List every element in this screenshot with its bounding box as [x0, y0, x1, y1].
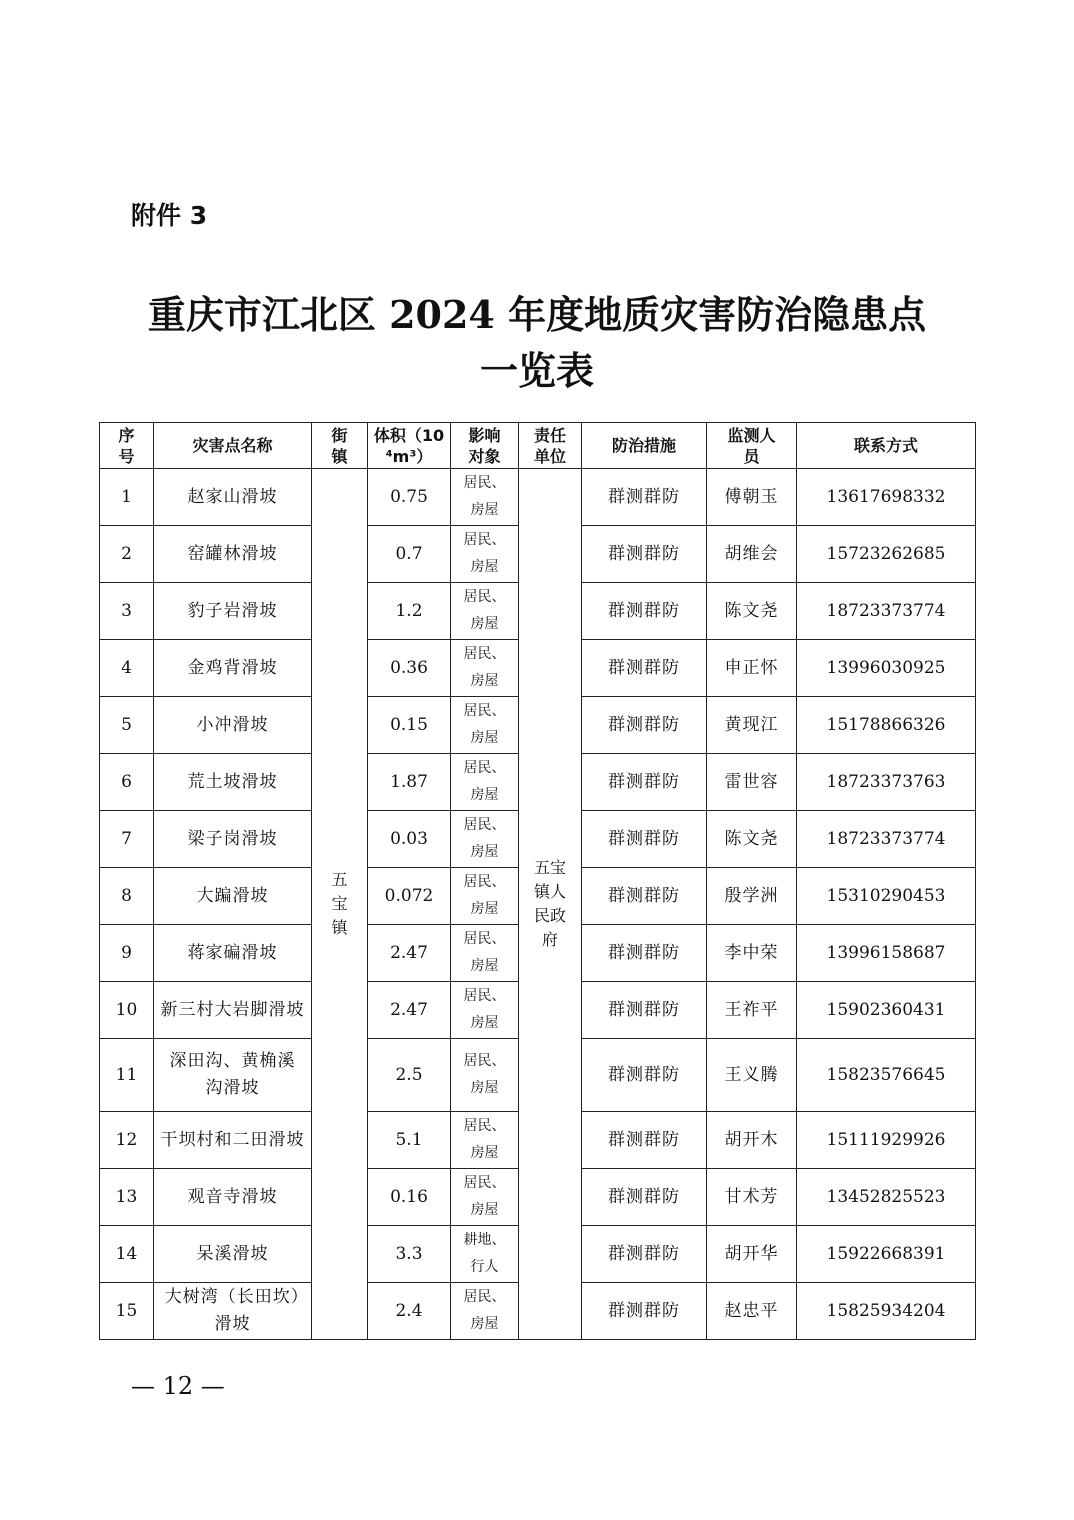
cell-monitor: 李中荣	[707, 925, 797, 982]
cell-phone: 15723262685	[797, 526, 976, 583]
header-seq: 序号	[100, 423, 154, 469]
cell-monitor: 黄现江	[707, 697, 797, 754]
cell-phone: 15825934204	[797, 1283, 976, 1340]
cell-measure: 群测群防	[582, 1039, 707, 1112]
cell-name: 新三村大岩脚滑坡	[154, 982, 312, 1039]
cell-seq: 13	[100, 1169, 154, 1226]
cell-measure: 群测群防	[582, 1283, 707, 1340]
cell-monitor: 傅朝玉	[707, 469, 797, 526]
cell-measure: 群测群防	[582, 754, 707, 811]
header-name: 灾害点名称	[154, 423, 312, 469]
cell-name: 深田沟、黄桷溪沟滑坡	[154, 1039, 312, 1112]
cell-phone: 15178866326	[797, 697, 976, 754]
header-contact: 联系方式	[797, 423, 976, 469]
table-row	[100, 469, 976, 526]
header-volume: 体积（10⁴m³）	[368, 423, 451, 469]
cell-seq: 4	[100, 640, 154, 697]
cell-measure: 群测群防	[582, 1112, 707, 1169]
cell-phone: 13617698332	[797, 469, 976, 526]
cell-volume: 2.4	[368, 1283, 451, 1340]
cell-name: 呆溪滑坡	[154, 1226, 312, 1283]
header-measure: 防治措施	[582, 423, 707, 469]
header-responsible: 责任单位	[519, 423, 582, 469]
cell-seq: 10	[100, 982, 154, 1039]
cell-phone: 18723373774	[797, 811, 976, 868]
cell-seq: 12	[100, 1112, 154, 1169]
document-title-line2: 一览表	[479, 348, 594, 393]
cell-seq: 9	[100, 925, 154, 982]
cell-volume: 0.36	[368, 640, 451, 697]
page-number: — 12 —	[131, 1372, 225, 1400]
cell-monitor: 陈文尧	[707, 811, 797, 868]
cell-monitor: 申正怀	[707, 640, 797, 697]
cell-phone: 18723373774	[797, 583, 976, 640]
cell-volume: 3.3	[368, 1226, 451, 1283]
cell-street-town: 五宝镇	[312, 469, 368, 1340]
cell-affected: 居民、房屋	[451, 1039, 519, 1112]
cell-affected: 居民、房屋	[451, 982, 519, 1039]
cell-volume: 0.03	[368, 811, 451, 868]
cell-affected: 居民、房屋	[451, 526, 519, 583]
document-title-line1: 重庆市江北区 2024 年度地质灾害防治隐患点	[147, 292, 927, 337]
cell-monitor: 陈文尧	[707, 583, 797, 640]
cell-affected: 居民、房屋	[451, 868, 519, 925]
cell-monitor: 王祚平	[707, 982, 797, 1039]
cell-monitor: 胡开木	[707, 1112, 797, 1169]
cell-responsible-unit: 五宝镇人民政府	[519, 469, 582, 1340]
cell-phone: 15310290453	[797, 868, 976, 925]
cell-name: 金鸡背滑坡	[154, 640, 312, 697]
cell-volume: 2.5	[368, 1039, 451, 1112]
cell-name: 蒋家碥滑坡	[154, 925, 312, 982]
cell-measure: 群测群防	[582, 697, 707, 754]
cell-phone: 15823576645	[797, 1039, 976, 1112]
cell-phone: 13996158687	[797, 925, 976, 982]
cell-seq: 15	[100, 1283, 154, 1340]
cell-seq: 14	[100, 1226, 154, 1283]
cell-name: 梁子岗滑坡	[154, 811, 312, 868]
cell-volume: 2.47	[368, 925, 451, 982]
cell-seq: 7	[100, 811, 154, 868]
cell-monitor: 赵忠平	[707, 1283, 797, 1340]
cell-name: 大蹁滑坡	[154, 868, 312, 925]
cell-seq: 6	[100, 754, 154, 811]
cell-measure: 群测群防	[582, 811, 707, 868]
cell-measure: 群测群防	[582, 868, 707, 925]
cell-volume: 0.7	[368, 526, 451, 583]
cell-volume: 0.75	[368, 469, 451, 526]
cell-affected: 居民、房屋	[451, 697, 519, 754]
cell-affected: 居民、房屋	[451, 1169, 519, 1226]
cell-measure: 群测群防	[582, 640, 707, 697]
cell-name: 干坝村和二田滑坡	[154, 1112, 312, 1169]
cell-volume: 1.2	[368, 583, 451, 640]
cell-affected: 居民、房屋	[451, 754, 519, 811]
cell-affected: 居民、房屋	[451, 469, 519, 526]
cell-phone: 13996030925	[797, 640, 976, 697]
cell-volume: 2.47	[368, 982, 451, 1039]
cell-affected: 耕地、行人	[451, 1226, 519, 1283]
cell-measure: 群测群防	[582, 526, 707, 583]
cell-monitor: 胡开华	[707, 1226, 797, 1283]
cell-monitor: 殷学洲	[707, 868, 797, 925]
attachment-label: 附件 3	[131, 201, 208, 230]
cell-phone: 15922668391	[797, 1226, 976, 1283]
cell-seq: 3	[100, 583, 154, 640]
cell-affected: 居民、房屋	[451, 1283, 519, 1340]
cell-monitor: 胡维会	[707, 526, 797, 583]
cell-affected: 居民、房屋	[451, 640, 519, 697]
header-affected: 影响对象	[451, 423, 519, 469]
hazard-points-table	[99, 422, 976, 1340]
cell-measure: 群测群防	[582, 1226, 707, 1283]
cell-seq: 1	[100, 469, 154, 526]
cell-seq: 2	[100, 526, 154, 583]
cell-name: 大树湾（长田坎）滑坡	[154, 1283, 312, 1340]
header-monitor: 监测人员	[707, 423, 797, 469]
cell-measure: 群测群防	[582, 925, 707, 982]
cell-volume: 1.87	[368, 754, 451, 811]
cell-name: 赵家山滑坡	[154, 469, 312, 526]
cell-name: 荒土坡滑坡	[154, 754, 312, 811]
cell-volume: 0.16	[368, 1169, 451, 1226]
cell-name: 豹子岩滑坡	[154, 583, 312, 640]
cell-measure: 群测群防	[582, 982, 707, 1039]
header-street: 街镇	[312, 423, 368, 469]
table-header-row	[100, 423, 976, 469]
cell-affected: 居民、房屋	[451, 925, 519, 982]
cell-volume: 5.1	[368, 1112, 451, 1169]
cell-monitor: 甘术芳	[707, 1169, 797, 1226]
cell-seq: 5	[100, 697, 154, 754]
cell-volume: 0.15	[368, 697, 451, 754]
cell-phone: 15111929926	[797, 1112, 976, 1169]
cell-phone: 18723373763	[797, 754, 976, 811]
cell-phone: 15902360431	[797, 982, 976, 1039]
cell-phone: 13452825523	[797, 1169, 976, 1226]
cell-name: 观音寺滑坡	[154, 1169, 312, 1226]
cell-seq: 11	[100, 1039, 154, 1112]
cell-name: 小冲滑坡	[154, 697, 312, 754]
cell-name: 窑罐林滑坡	[154, 526, 312, 583]
cell-measure: 群测群防	[582, 469, 707, 526]
cell-measure: 群测群防	[582, 583, 707, 640]
cell-seq: 8	[100, 868, 154, 925]
cell-volume: 0.072	[368, 868, 451, 925]
cell-monitor: 雷世容	[707, 754, 797, 811]
cell-affected: 居民、房屋	[451, 811, 519, 868]
cell-affected: 居民、房屋	[451, 1112, 519, 1169]
cell-affected: 居民、房屋	[451, 583, 519, 640]
cell-monitor: 王义腾	[707, 1039, 797, 1112]
cell-measure: 群测群防	[582, 1169, 707, 1226]
